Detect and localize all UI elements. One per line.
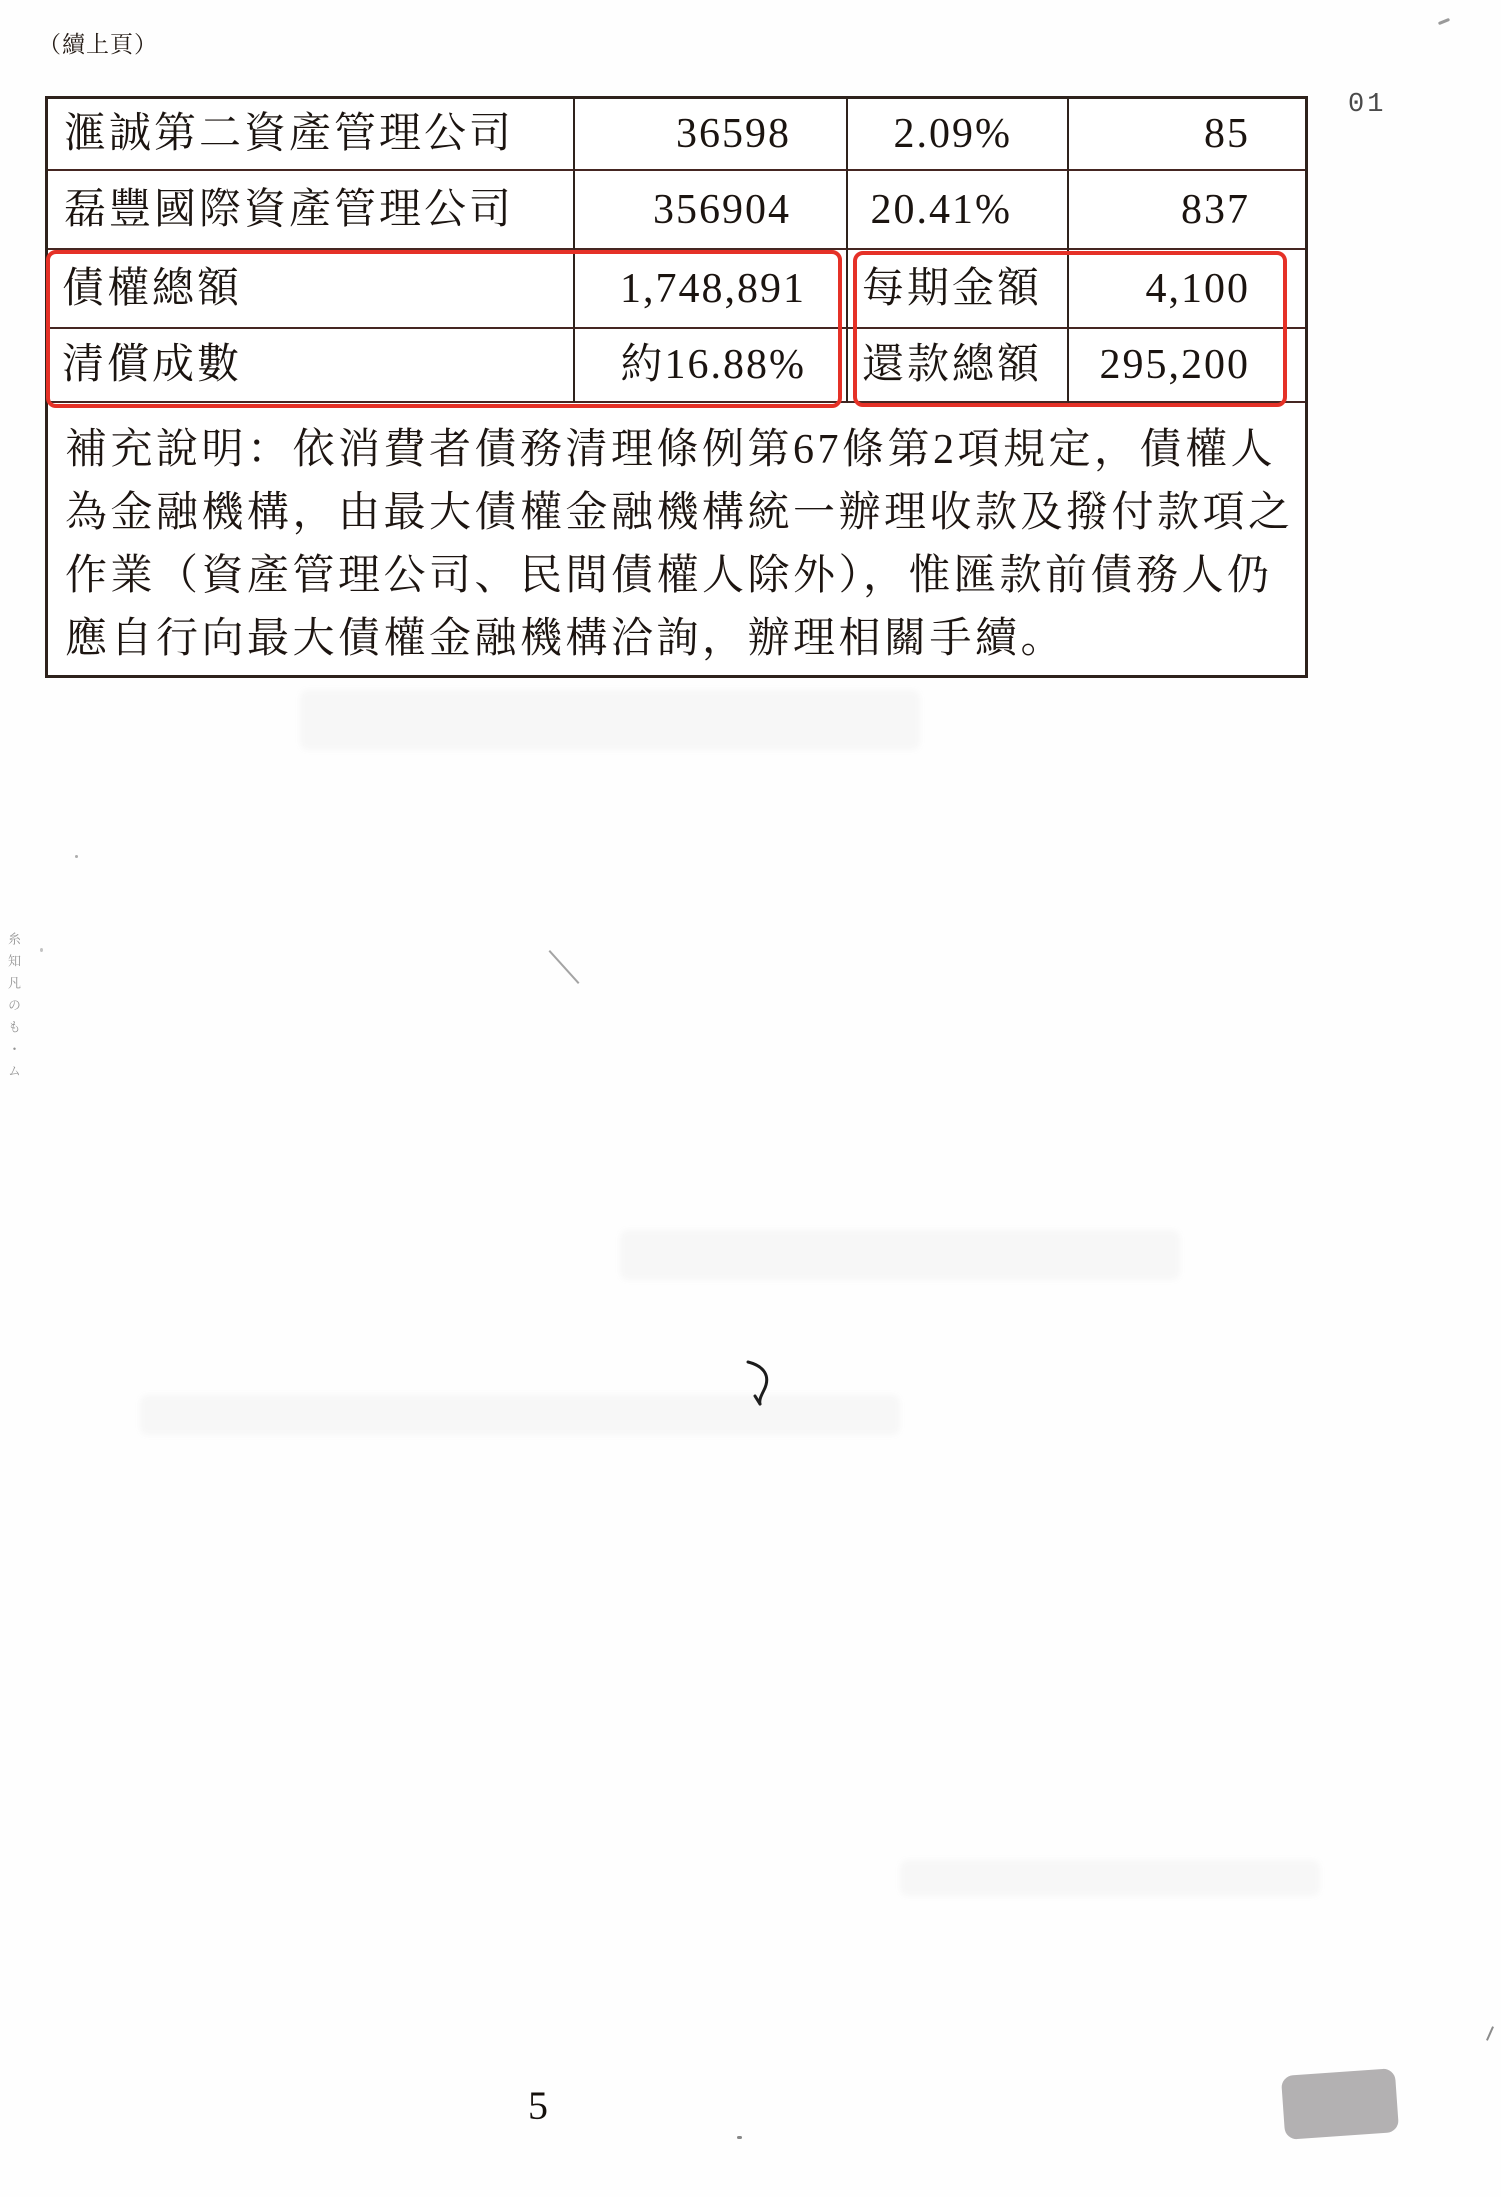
scan-speck-artifact [1438, 18, 1450, 25]
bleedthrough-smudge [900, 1860, 1320, 1896]
scan-speck-artifact [1486, 2026, 1494, 2041]
margin-number: 01 [1348, 90, 1387, 120]
grey-redaction-sticker [1281, 2068, 1399, 2140]
repayment-ratio-value: 約16.88% [575, 329, 848, 403]
page-number: 5 [528, 2083, 548, 2128]
per-period-label: 每期金額 [848, 250, 1069, 329]
scan-speck-artifact [737, 2136, 742, 2139]
note-line: 為金融機構，由最大債權金融機構統一辦理收款及撥付款項之 [65, 490, 1294, 536]
repayment-ratio-label: 清償成數 [48, 329, 575, 403]
per-period-value: 4,100 [1069, 250, 1305, 329]
repay-total-label: 還款總額 [848, 329, 1069, 403]
note-line: 補充說明：依消費者債務清理條例第67條第2項規定，債權人 [65, 427, 1277, 473]
creditor-name: 磊豐國際資產管理公司 [48, 171, 575, 250]
total-claims-label: 債權總額 [48, 250, 575, 329]
creditors-table [45, 96, 1308, 678]
creditor-amount: 36598 [575, 99, 848, 171]
creditor-count: 837 [1069, 171, 1305, 250]
creditor-percent: 2.09% [848, 99, 1069, 171]
scan-speck-artifact [40, 948, 43, 952]
creditor-amount: 356904 [575, 171, 848, 250]
bleedthrough-smudge [620, 1230, 1180, 1280]
scan-line-artifact [549, 950, 580, 984]
total-claims-value: 1,748,891 [575, 250, 848, 329]
note-line: 應自行向最大債權金融機構洽詢，辦理相關手續。 [65, 616, 1067, 662]
repay-total-value: 295,200 [1069, 329, 1305, 403]
pen-hook-mark-artifact [744, 1358, 778, 1408]
bleedthrough-smudge [140, 1395, 900, 1435]
creditor-name: 滙誠第二資產管理公司 [48, 99, 575, 171]
margin-handwriting-artifact: 糸知凡のも・ム [5, 932, 20, 1086]
supplementary-note [48, 403, 1305, 675]
creditor-count: 85 [1069, 99, 1305, 171]
bleedthrough-smudge [300, 690, 920, 750]
creditor-percent: 20.41% [848, 171, 1069, 250]
scan-speck-artifact [75, 855, 78, 858]
continued-from-previous-label: （續上頁） [38, 32, 158, 57]
note-line: 作業（資產管理公司、民間債權人除外），惟匯款前債務人仍 [65, 553, 1273, 599]
